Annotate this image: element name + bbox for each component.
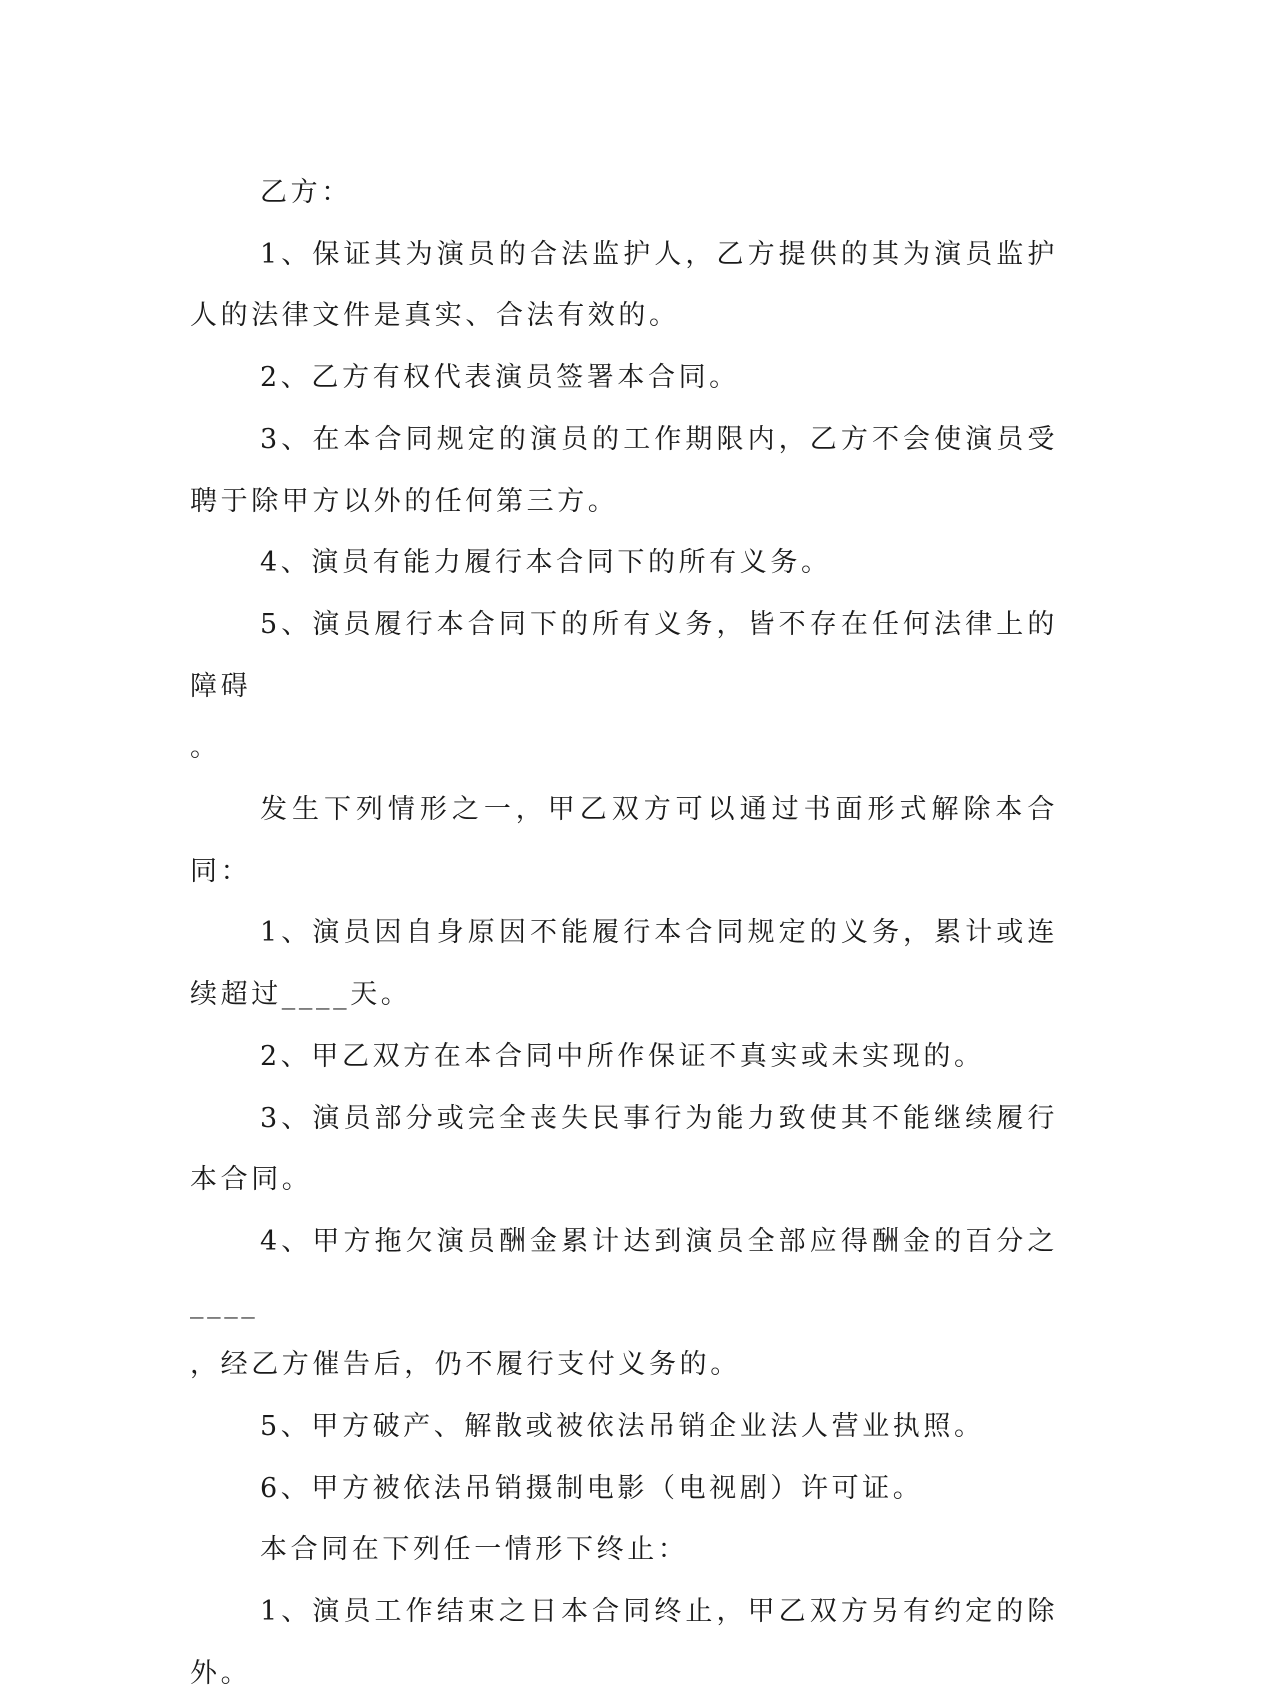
paragraph-party-b-clause-4: 4、演员有能力履行本合同下的所有义务。 bbox=[260, 547, 832, 579]
paragraph-end-clause-1: 1、演员工作结束之日本合同终止，甲乙双方另有约定的除外。 bbox=[190, 1596, 1058, 1689]
paragraph-termination-clause-2: 2、甲乙双方在本合同中所作保证不真实或未实现的。 bbox=[260, 1040, 985, 1072]
paragraph-party-b-heading: 乙方： bbox=[260, 177, 352, 208]
paragraph-termination-clause-1: 1、演员因自身原因不能履行本合同规定的义务，累计或连续超过____天。 bbox=[190, 917, 1058, 1011]
paragraph-party-b-clause-3: 3、在本合同规定的演员的工作期限内，乙方不会使演员受聘于除甲方以外的任何第三方。 bbox=[190, 423, 1058, 517]
paragraph-party-b-clause-2: 2、乙方有权代表演员签署本合同。 bbox=[260, 362, 740, 394]
paragraph-termination-clause-5: 5、甲方破产、解散或被依法吊销企业法人营业执照。 bbox=[260, 1411, 985, 1443]
document-body bbox=[190, 162, 1058, 1705]
paragraph-party-b-clause-1: 1、保证其为演员的合法监护人，乙方提供的其为演员监护人的法律文件是真实、合法有效的。 bbox=[190, 238, 1058, 332]
paragraph-party-b-clause-5: 5、演员履行本合同下的所有义务，皆不存在任何法律上的障碍 。 bbox=[190, 608, 1058, 764]
paragraph-termination-clause-4: 4、甲方拖欠演员酬金累计达到演员全部应得酬金的百分之____ ，经乙方催告后，仍不履行支付义务的。 bbox=[190, 1225, 1058, 1381]
paragraph-termination-clause-3: 3、演员部分或完全丧失民事行为能力致使其不能继续履行本合同。 bbox=[190, 1102, 1058, 1196]
paragraph-end-heading: 本合同在下列任一情形下终止： bbox=[260, 1534, 689, 1566]
paragraph-termination-clause-6: 6、甲方被依法吊销摄制电影（电视剧）许可证。 bbox=[260, 1472, 924, 1504]
paragraph-termination-heading: 发生下列情形之一，甲乙双方可以通过书面形式解除本合同： bbox=[190, 794, 1058, 887]
